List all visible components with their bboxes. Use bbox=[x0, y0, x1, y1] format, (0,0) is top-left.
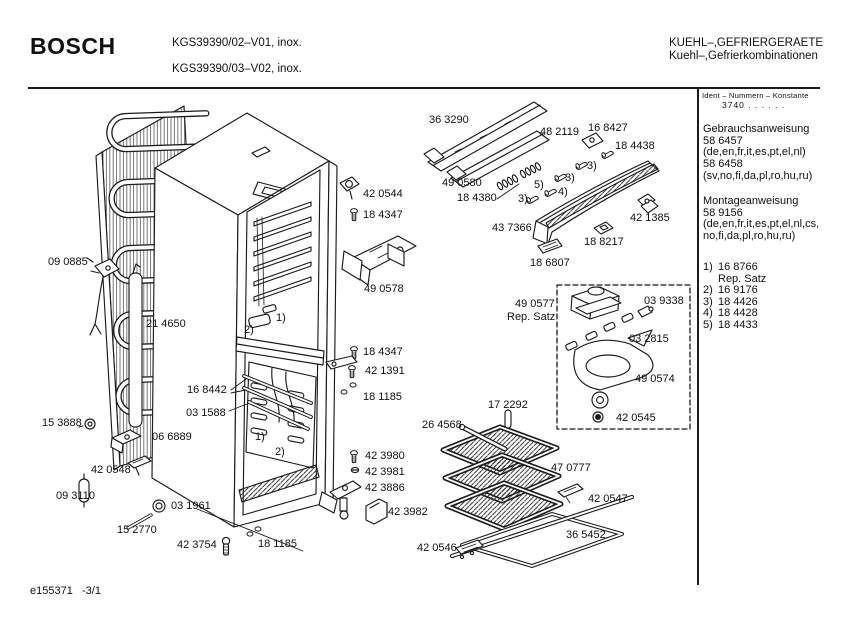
ref-item-code: 18 4426 bbox=[718, 295, 758, 308]
part-label: 42 3754 bbox=[177, 539, 217, 551]
pin-172292 bbox=[505, 410, 511, 428]
ref-item-number: 5) bbox=[703, 318, 713, 331]
part-label: 06 6889 bbox=[152, 431, 192, 443]
usage-langs-2: (sv,no,fi,da,pl,ro,hu,ru) bbox=[703, 169, 813, 182]
ref-item-number: 1) bbox=[703, 261, 713, 273]
part-label: 43 7366 bbox=[492, 222, 532, 234]
part-label: Rep. Satz bbox=[507, 311, 556, 323]
part-label: 4) bbox=[558, 186, 568, 198]
thermostat-assembly bbox=[571, 287, 621, 319]
category-line-1: KUEHL–,GEFRIERGERAETE bbox=[669, 37, 824, 49]
screw-184347-top-icon bbox=[351, 209, 358, 221]
part-label: 15 2770 bbox=[117, 524, 157, 536]
ident-title: Ident – Nummern – Konstante bbox=[702, 91, 809, 100]
part-label: 36 3290 bbox=[429, 114, 469, 126]
part-label: 3) bbox=[565, 172, 575, 184]
washer-181185-bottom-icon bbox=[247, 532, 253, 536]
mounting-title: Montageanweisung bbox=[703, 195, 799, 207]
ref-item-code: 16 8766 bbox=[718, 261, 758, 273]
callout-screw-icon bbox=[544, 189, 556, 196]
brand-logo: BOSCH bbox=[30, 33, 116, 59]
part-label: 18 4347 bbox=[363, 346, 403, 358]
lamp-bracket-490578 bbox=[342, 236, 416, 285]
part-label: 47 0777 bbox=[551, 462, 591, 474]
mounting-langs-1: (de,en,fr,it,es,pt,el,nl,cs, bbox=[703, 218, 820, 231]
hinge-421385 bbox=[638, 194, 658, 213]
bracket-423982 bbox=[366, 499, 387, 524]
part-label: 42 3980 bbox=[365, 450, 405, 462]
ref-item-number: 2) bbox=[703, 284, 713, 297]
part-label: 18 4347 bbox=[363, 209, 403, 221]
part-label: 49 0577 bbox=[515, 298, 555, 310]
document-id: e155371 bbox=[30, 585, 73, 597]
part-label: 42 0548 bbox=[91, 464, 131, 476]
screw-184438-icon bbox=[601, 151, 613, 158]
category-line-2: Kuehl–,Gefrierkombinationen bbox=[669, 50, 818, 62]
part-label: 2) bbox=[244, 324, 254, 336]
part-label: 18 6807 bbox=[530, 257, 570, 269]
usage-code-1: 58 6457 bbox=[703, 134, 743, 147]
washer-181185-icon bbox=[341, 390, 347, 394]
part-label: 42 1385 bbox=[630, 212, 670, 224]
part-label: 16 8442 bbox=[187, 384, 227, 396]
part-label: 21 4650 bbox=[146, 318, 186, 330]
clip-188217 bbox=[594, 222, 613, 234]
ref-item-code: 16 9176 bbox=[718, 284, 758, 297]
part-label: 42 3981 bbox=[365, 466, 405, 478]
foot-screw-423754 bbox=[222, 537, 229, 555]
part-label: 48 2119 bbox=[540, 126, 579, 138]
part-label: 42 0544 bbox=[363, 188, 403, 200]
part-label: 42 3886 bbox=[365, 482, 405, 494]
mounting-langs-2: no,fi,da,pl,ro,hu,ru) bbox=[703, 230, 796, 243]
part-label: 49 0574 bbox=[635, 373, 675, 385]
usage-langs-1: (de,en,fr,it,es,pt,el,nl) bbox=[703, 146, 806, 159]
model-line-1: KGS39390/02–V01, inox. bbox=[172, 37, 302, 49]
part-label: 1) bbox=[255, 431, 265, 443]
drain-tube bbox=[129, 264, 142, 427]
part-label: 26 4568 bbox=[422, 419, 462, 431]
part-label: 15 3888 bbox=[42, 417, 82, 429]
part-label: 17 2292 bbox=[488, 399, 528, 411]
part-label: 16 8427 bbox=[588, 122, 628, 134]
part-label: 2) bbox=[275, 446, 285, 458]
part-label: 1) bbox=[276, 312, 286, 324]
part-label: 18 4380 bbox=[457, 192, 497, 204]
part-label: 49 0580 bbox=[442, 177, 482, 189]
usage-code-2: 58 6458 bbox=[703, 158, 743, 171]
sensor-039338 bbox=[638, 306, 653, 317]
ref-item-note: Rep. Satz bbox=[718, 272, 767, 285]
cap-420545 bbox=[593, 412, 603, 422]
part-label: 18 1185 bbox=[258, 538, 297, 550]
clip-420547 bbox=[558, 484, 583, 503]
part-label: 42 0546 bbox=[417, 542, 457, 554]
part-label: 18 8217 bbox=[584, 236, 624, 248]
ring-washer bbox=[592, 392, 608, 408]
clip-168427 bbox=[582, 133, 603, 148]
callout-screw-icon bbox=[526, 196, 538, 203]
part-label: 03 2815 bbox=[629, 333, 669, 345]
part-label: 03 1961 bbox=[171, 500, 211, 512]
ident-value: 3740 . . . . . . bbox=[722, 100, 786, 110]
part-label: 42 0545 bbox=[616, 412, 656, 424]
part-label: 09 0885 bbox=[48, 256, 88, 268]
usage-title: Gebrauchsanweisung bbox=[703, 123, 810, 135]
part-label: 18 1185 bbox=[363, 391, 402, 403]
part-label: 36 5452 bbox=[566, 529, 606, 541]
sheet-number: -3/1 bbox=[82, 585, 101, 597]
part-label: 42 0547 bbox=[588, 493, 628, 505]
part-label: 03 1588 bbox=[186, 407, 226, 419]
part-label: 42 3982 bbox=[388, 506, 428, 518]
ref-item-code: 18 4433 bbox=[718, 318, 758, 331]
callout-screw-icon bbox=[575, 162, 587, 169]
mounting-code: 58 9156 bbox=[703, 206, 743, 219]
washer-181185-bottom-icon bbox=[255, 527, 261, 531]
evaporator-shelves bbox=[443, 427, 561, 529]
part-label: 3) bbox=[587, 160, 597, 172]
part-label: 03 9338 bbox=[644, 295, 684, 307]
part-label: 49 0578 bbox=[364, 283, 404, 295]
screw-423980-icon bbox=[351, 451, 358, 463]
washer-181185-icon bbox=[350, 383, 356, 387]
model-line-2: KGS39390/03–V02, inox. bbox=[172, 63, 302, 75]
clamp-420544 bbox=[340, 177, 359, 199]
part-label: 3) bbox=[518, 193, 528, 205]
ref-item-number: 4) bbox=[703, 307, 713, 320]
part-label: 18 4438 bbox=[615, 140, 655, 152]
part-label: 42 1391 bbox=[365, 365, 405, 377]
ref-item-code: 18 4428 bbox=[718, 307, 758, 320]
ref-item-number: 3) bbox=[703, 295, 713, 308]
part-label: 09 3110 bbox=[56, 490, 95, 502]
screw-423981-icon bbox=[351, 467, 358, 472]
part-label: 5) bbox=[534, 179, 544, 191]
